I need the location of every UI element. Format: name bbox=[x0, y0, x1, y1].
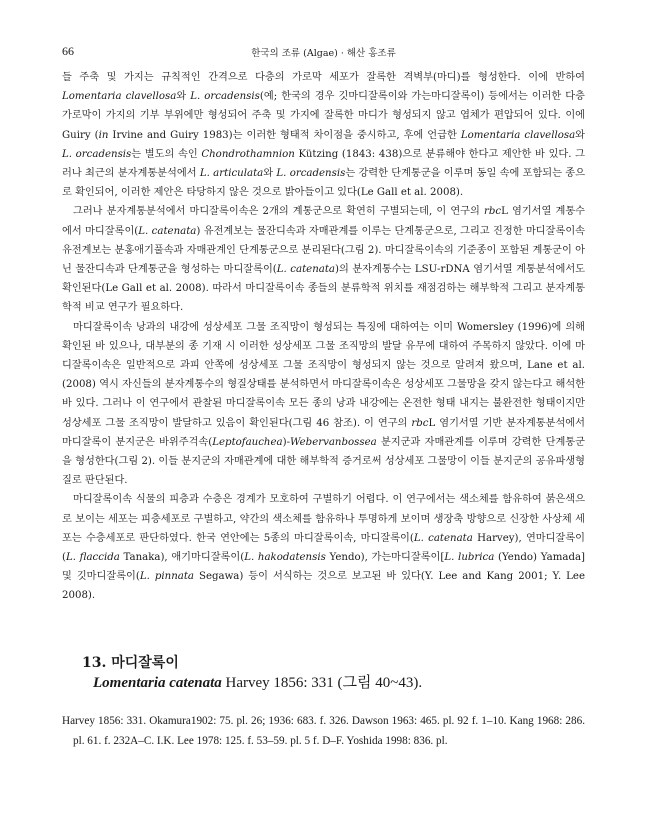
italic-term: L. lubrica bbox=[444, 552, 495, 564]
text-run: L 염기서열 기반 분자계통분석에서 마디잘록이 분지군은 바위주걱속( bbox=[62, 417, 585, 448]
species-authority: Harvey 1856: 331 (그림 40~43). bbox=[225, 675, 423, 691]
text-run: Yendo), 가는마디잘록이[ bbox=[325, 552, 445, 564]
text-run: 마디잘록이속 식물의 피층과 수층은 경계가 모호하여 구별하기 어렵다. 이 연구에서는 색소체를 함유하여 붉은색으로 보이는 세포는 피층세포로 구별하고, 약간의 색소체를 함유하나 투명하게 보이며 생장축 방향으로 신장한 사상체 세포는 수층세포로 판단하였다. 한국 연안에는 5종의 마디잘록이속, 마디잘록이( bbox=[62, 494, 585, 544]
text-run: 는 별도의 속인 bbox=[131, 148, 202, 160]
reference-line: Harvey 1856: 331. Okamura1902: 75. pl. 26; 1936: 683. f. 326. Dawson 1963: 465. pl. 92 f. 1–10. Kang 1968: 286. pl. 61. f. 232A–C. I.K. Lee 1978: 125. f. 53–59. pl. 5 f. D–F. Yoshida 1998: 836. pl. bbox=[62, 715, 585, 747]
body-text bbox=[62, 68, 585, 606]
running-title: 한국의 조류 (Algae) · 해산 홍조류 bbox=[251, 48, 396, 59]
text-run: 와 bbox=[575, 129, 586, 141]
italic-term: L. catenata bbox=[413, 532, 473, 544]
italic-term: rbc bbox=[483, 206, 502, 218]
text-run: 와 bbox=[176, 91, 191, 103]
italic-term: Lomentaria clavellosa bbox=[62, 91, 177, 103]
italic-term: L. catenata bbox=[138, 225, 197, 237]
text-run: 와 bbox=[263, 168, 277, 180]
italic-term: L. flaccida bbox=[65, 552, 120, 564]
italic-term: L. orcadensis bbox=[276, 168, 346, 180]
italic-term: Webervanbossea bbox=[290, 436, 377, 448]
text-run: 마디잘록이속 낭과의 내강에 성상세포 그물 조직망이 형성되는 특징에 대하여는 이미 Womersley (1996)에 의해 확인된 바 있으나, 대부분의 종 기재 시 이러한 성상세포 그물 조직망의 발달 유무에 대하여 주목하지 않았다. 이에 마디잘록이속은 일반적으로 과피 안쪽에 성상세포 그물 조직망이 형성되지 않는 것으로 알려져 왔으며, Lane et al. (2008) 역시 자신들의 분자계통수의 형질상태를 분석하면서 마디잘록이속은 성상세포 그물망을 갖지 않는다고 해석한 바 있다. 그러나 이 연구에서 관찰된 마디잘록이속 모든 종의 낭과 내강에는 온전한 형태 내지는 불완전한 형태이지만 성상세포 그물 조직망이 발달하고 있음이 확인된다(그림 46 참조). 이 연구의 bbox=[62, 321, 585, 429]
text-run: 는 강력한 단계통군을 이루며 동일 속에 포함되는 종으로 확인되어, 이러한 제안은 타당하지 않은 것으로 밝아들이고 있다(Le Gall et al. 2008). bbox=[62, 168, 585, 199]
italic-term: L. orcadensis bbox=[190, 91, 260, 103]
italic-term: L. hakodatensis bbox=[244, 552, 326, 564]
references bbox=[62, 712, 585, 751]
italic-term: Lomentaria clavellosa bbox=[460, 129, 576, 141]
italic-term: L. articulata bbox=[199, 168, 264, 180]
text-run: (Yendo) Yamada] 및 깃마디잘록이( bbox=[62, 552, 586, 583]
text-run: L 염기서열 계통수에서 마디잘록이( bbox=[62, 206, 585, 237]
text-run: Irvine and Guiry 1983)는 이러한 형태적 차이점을 중시하고, 후에 언급한 bbox=[108, 129, 461, 141]
species-name: Lomentaria catenata bbox=[93, 675, 222, 691]
paragraph-3 bbox=[62, 318, 585, 491]
italic-term: L. orcadensis bbox=[62, 148, 132, 160]
italic-term: Chondrothamnion bbox=[201, 148, 295, 160]
text-run: 분지군과 자매관계를 이루며 강력한 단계통군을 형성한다(그림 2). 이들 분지군의 자매관계에 대한 해부학적 증거로써 성상세포 그물망이 이들 분지군의 공유파생형질로 판단된다. bbox=[62, 436, 585, 487]
text-run: )의 분자계통수는 LSU-rDNA 염기서열 계통분석에서도 확인된다(Le Gall et al. 2008). 따라서 마디잘록이속 종들의 분류학적 위치를 재점검하는 해부학적 그리고 분자계통학적 비교 연구가 필요하다. bbox=[62, 264, 586, 314]
species-section bbox=[82, 653, 582, 693]
page-number: 66 bbox=[62, 44, 74, 58]
paragraph-4 bbox=[62, 490, 585, 605]
text-run: (예; 한국의 경우 깃마디잘록이와 가는마디잘록이) 등에서는 이러한 다층 가로막이 가지의 기부 부위에만 형성되어 주축 및 가지에 잘록한 마디가 형성되지 않고 엽체가 편압되어 있다. 이에 Guiry ( bbox=[62, 91, 585, 141]
italic-term: Leptofauchea bbox=[212, 436, 283, 448]
paragraph-1 bbox=[62, 68, 585, 202]
species-line bbox=[93, 673, 582, 693]
italic-term: L. pinnata bbox=[139, 571, 194, 583]
page-header bbox=[62, 44, 585, 60]
text-run: 들 주축 및 가지는 규칙적인 간격으로 다층의 가로막 세포가 잘록한 격벽부(마디)를 형성한다. 이에 반하여 bbox=[62, 72, 585, 83]
text-run: Harvey), 연마디잘록이( bbox=[62, 532, 585, 564]
text-run: 그러나 분자계통분석에서 마디잘록이속은 2개의 계통군으로 확연히 구별되는데, 이 연구의 bbox=[73, 206, 484, 218]
paragraph-2 bbox=[62, 202, 585, 317]
text-run: Segawa) 등이 서식하는 것으로 보고된 바 있다(Y. Lee and Kang 2001; Y. Lee 2008). bbox=[62, 571, 585, 602]
text-run: Tanaka), 애기마디잘록이( bbox=[119, 552, 245, 564]
italic-term: L. catenata bbox=[276, 264, 336, 276]
italic-term: in bbox=[98, 129, 109, 141]
text-run: Kützing (1843: 438)으로 분류해야 한다고 제안한 바 있다. 그러나 최근의 분자계통분석에서 bbox=[62, 148, 585, 180]
text-run: ) 유전계보는 물잔디속과 자매관계를 이루는 단계통군으로, 그리고 진정한 마디잘록이속 유전계보는 분홍애기풀속과 자매관계인 단계통군으로 분리된다(그림 2). 마디잘록이속의 기준종이 포함된 계통군이 아닌 물잔디속과 단계통군을 형성하는 마디잘록이( bbox=[62, 225, 585, 276]
section-heading: 13. 마디잘록이 bbox=[82, 655, 179, 671]
text-run: )- bbox=[282, 436, 291, 448]
italic-term: rbc bbox=[411, 417, 429, 429]
